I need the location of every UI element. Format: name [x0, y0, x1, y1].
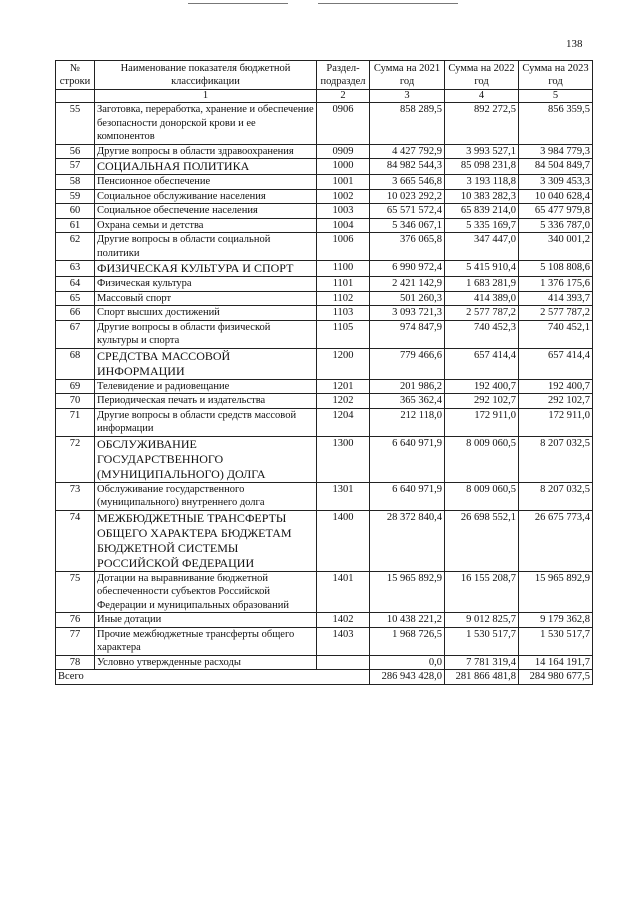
row-amount-2023: 8 207 032,5	[519, 436, 593, 482]
row-code: 1002	[317, 189, 370, 204]
row-name: Прочие межбюджетные трансферты общего характера	[95, 627, 317, 655]
row-amount-2023: 26 675 773,4	[519, 510, 593, 571]
row-number: 57	[56, 159, 95, 175]
row-amount-2023: 5 336 787,0	[519, 218, 593, 233]
row-code: 1400	[317, 510, 370, 571]
row-name: Телевидение и радиовещание	[95, 379, 317, 394]
row-name: Другие вопросы в области средств массовой информации	[95, 408, 317, 436]
colnum-4: 4	[445, 90, 519, 103]
row-amount-2023: 192 400,7	[519, 379, 593, 394]
colnum-1: 1	[95, 90, 317, 103]
row-amount-2023: 3 309 453,3	[519, 175, 593, 190]
row-amount-2021: 84 982 544,3	[370, 159, 445, 175]
budget-table	[55, 60, 593, 685]
row-number: 74	[56, 510, 95, 571]
table-row	[56, 320, 593, 348]
row-amount-2023: 657 414,4	[519, 348, 593, 379]
table-row	[56, 218, 593, 233]
row-code	[317, 655, 370, 670]
row-amount-2021: 858 289,5	[370, 103, 445, 145]
row-amount-2023: 8 207 032,5	[519, 482, 593, 510]
row-name: Социальное обеспечение населения	[95, 204, 317, 219]
total-2023: 284 980 677,5	[519, 670, 593, 685]
row-name: ФИЗИЧЕСКАЯ КУЛЬТУРА И СПОРТ	[95, 261, 317, 277]
row-name: Пенсионное обеспечение	[95, 175, 317, 190]
row-code: 1003	[317, 204, 370, 219]
row-amount-2021: 501 260,3	[370, 291, 445, 306]
row-amount-2021: 4 427 792,9	[370, 144, 445, 159]
row-amount-2022: 892 272,5	[445, 103, 519, 145]
table-row	[56, 103, 593, 145]
row-code: 1401	[317, 571, 370, 613]
row-amount-2021: 2 421 142,9	[370, 277, 445, 292]
row-name: Заготовка, переработка, хранение и обеспечение безопасности донорской крови и ее компонентов	[95, 103, 317, 145]
row-amount-2021: 3 665 546,8	[370, 175, 445, 190]
row-amount-2021: 10 438 221,2	[370, 613, 445, 628]
table-row	[56, 291, 593, 306]
row-amount-2022: 8 009 060,5	[445, 482, 519, 510]
row-amount-2021: 779 466,6	[370, 348, 445, 379]
row-number: 55	[56, 103, 95, 145]
row-name: Другие вопросы в области физической культуры и спорта	[95, 320, 317, 348]
row-amount-2022: 657 414,4	[445, 348, 519, 379]
row-code: 1201	[317, 379, 370, 394]
row-number: 64	[56, 277, 95, 292]
row-amount-2021: 974 847,9	[370, 320, 445, 348]
row-amount-2022: 7 781 319,4	[445, 655, 519, 670]
row-amount-2022: 16 155 208,7	[445, 571, 519, 613]
row-code: 1100	[317, 261, 370, 277]
table-row	[56, 482, 593, 510]
row-amount-2021: 3 093 721,3	[370, 306, 445, 321]
row-name: Обслуживание государственного (муниципального) внутреннего долга	[95, 482, 317, 510]
row-amount-2022: 3 193 118,8	[445, 175, 519, 190]
row-number: 71	[56, 408, 95, 436]
colnum-5: 5	[519, 90, 593, 103]
header-2022: Сумма на 2022 год	[445, 61, 519, 90]
row-code: 1301	[317, 482, 370, 510]
row-amount-2022: 1 683 281,9	[445, 277, 519, 292]
row-code: 1402	[317, 613, 370, 628]
row-amount-2022: 5 335 169,7	[445, 218, 519, 233]
total-2022: 281 866 481,8	[445, 670, 519, 685]
row-number: 66	[56, 306, 95, 321]
table-row	[56, 627, 593, 655]
total-label: Всего	[56, 670, 370, 685]
row-number: 59	[56, 189, 95, 204]
row-number: 68	[56, 348, 95, 379]
table-row	[56, 159, 593, 175]
row-amount-2023: 9 179 362,8	[519, 613, 593, 628]
row-name: Условно утвержденные расходы	[95, 655, 317, 670]
table-row	[56, 655, 593, 670]
row-amount-2023: 1 376 175,6	[519, 277, 593, 292]
row-number: 72	[56, 436, 95, 482]
table-row	[56, 348, 593, 379]
total-2021: 286 943 428,0	[370, 670, 445, 685]
row-name: Другие вопросы в области социальной политики	[95, 233, 317, 261]
row-amount-2022: 5 415 910,4	[445, 261, 519, 277]
row-name: ОБСЛУЖИВАНИЕ ГОСУДАРСТВЕННОГО (МУНИЦИПАЛЬНОГО) ДОЛГА	[95, 436, 317, 482]
row-name: Спорт высших достижений	[95, 306, 317, 321]
table-row	[56, 189, 593, 204]
row-number: 62	[56, 233, 95, 261]
header-row	[56, 61, 593, 90]
row-amount-2023: 340 001,2	[519, 233, 593, 261]
top-rule-left	[188, 3, 288, 4]
row-amount-2022: 85 098 231,8	[445, 159, 519, 175]
top-rule-right	[318, 3, 458, 4]
row-number: 61	[56, 218, 95, 233]
row-amount-2023: 740 452,1	[519, 320, 593, 348]
row-amount-2023: 1 530 517,7	[519, 627, 593, 655]
row-amount-2021: 365 362,4	[370, 394, 445, 409]
row-code: 1204	[317, 408, 370, 436]
row-amount-2022: 26 698 552,1	[445, 510, 519, 571]
row-code: 0906	[317, 103, 370, 145]
row-amount-2022: 3 993 527,1	[445, 144, 519, 159]
table-row	[56, 261, 593, 277]
row-number: 73	[56, 482, 95, 510]
row-number: 78	[56, 655, 95, 670]
row-amount-2022: 740 452,3	[445, 320, 519, 348]
row-number: 77	[56, 627, 95, 655]
header-code: Раздел-подраздел	[317, 61, 370, 90]
header-2023: Сумма на 2023 год	[519, 61, 593, 90]
row-amount-2022: 10 383 282,3	[445, 189, 519, 204]
row-amount-2023: 414 393,7	[519, 291, 593, 306]
row-amount-2021: 201 986,2	[370, 379, 445, 394]
table-row	[56, 306, 593, 321]
colnum-2: 2	[317, 90, 370, 103]
table-row	[56, 175, 593, 190]
row-number: 75	[56, 571, 95, 613]
table-row	[56, 144, 593, 159]
colnum-3: 3	[370, 90, 445, 103]
colnum-blank	[56, 90, 95, 103]
row-code: 1103	[317, 306, 370, 321]
row-amount-2021: 1 968 726,5	[370, 627, 445, 655]
row-code: 1300	[317, 436, 370, 482]
row-code: 1200	[317, 348, 370, 379]
row-code: 1105	[317, 320, 370, 348]
row-amount-2023: 292 102,7	[519, 394, 593, 409]
column-number-row	[56, 90, 593, 103]
row-amount-2023: 856 359,5	[519, 103, 593, 145]
row-amount-2022: 1 530 517,7	[445, 627, 519, 655]
row-number: 58	[56, 175, 95, 190]
row-amount-2022: 347 447,0	[445, 233, 519, 261]
row-amount-2022: 192 400,7	[445, 379, 519, 394]
row-code: 1101	[317, 277, 370, 292]
header-2021: Сумма на 2021 год	[370, 61, 445, 90]
row-amount-2023: 5 108 808,6	[519, 261, 593, 277]
row-amount-2021: 6 640 971,9	[370, 436, 445, 482]
row-number: 56	[56, 144, 95, 159]
row-number: 70	[56, 394, 95, 409]
total-row	[56, 670, 593, 685]
row-amount-2022: 9 012 825,7	[445, 613, 519, 628]
row-name: Другие вопросы в области здравоохранения	[95, 144, 317, 159]
row-amount-2023: 10 040 628,4	[519, 189, 593, 204]
table-row	[56, 613, 593, 628]
row-amount-2023: 2 577 787,2	[519, 306, 593, 321]
row-amount-2021: 376 065,8	[370, 233, 445, 261]
row-number: 76	[56, 613, 95, 628]
row-amount-2023: 172 911,0	[519, 408, 593, 436]
row-amount-2021: 15 965 892,9	[370, 571, 445, 613]
row-amount-2021: 212 118,0	[370, 408, 445, 436]
row-amount-2023: 84 504 849,7	[519, 159, 593, 175]
header-name: Наименование показателя бюджетной классификации	[95, 61, 317, 90]
row-name: Массовый спорт	[95, 291, 317, 306]
row-amount-2021: 65 571 572,4	[370, 204, 445, 219]
row-name: Иные дотации	[95, 613, 317, 628]
row-amount-2021: 10 023 292,2	[370, 189, 445, 204]
row-amount-2021: 6 640 971,9	[370, 482, 445, 510]
row-amount-2023: 15 965 892,9	[519, 571, 593, 613]
table-row	[56, 204, 593, 219]
row-number: 63	[56, 261, 95, 277]
table-row	[56, 436, 593, 482]
row-name: Физическая культура	[95, 277, 317, 292]
row-amount-2023: 14 164 191,7	[519, 655, 593, 670]
row-amount-2022: 8 009 060,5	[445, 436, 519, 482]
row-amount-2022: 292 102,7	[445, 394, 519, 409]
row-code: 0909	[317, 144, 370, 159]
page-number: 138	[566, 38, 583, 50]
row-amount-2021: 0,0	[370, 655, 445, 670]
row-number: 65	[56, 291, 95, 306]
row-number: 67	[56, 320, 95, 348]
table-row	[56, 379, 593, 394]
row-amount-2023: 65 477 979,8	[519, 204, 593, 219]
row-code: 1202	[317, 394, 370, 409]
row-amount-2022: 172 911,0	[445, 408, 519, 436]
table-row	[56, 571, 593, 613]
row-name: Социальное обслуживание населения	[95, 189, 317, 204]
row-code: 1004	[317, 218, 370, 233]
row-name: МЕЖБЮДЖЕТНЫЕ ТРАНСФЕРТЫ ОБЩЕГО ХАРАКТЕРА БЮДЖЕТАМ БЮДЖЕТНОЙ СИСТЕМЫ РОССИЙСКОЙ ФЕДЕРАЦИИ	[95, 510, 317, 571]
row-code: 1403	[317, 627, 370, 655]
row-amount-2021: 5 346 067,1	[370, 218, 445, 233]
table-row	[56, 394, 593, 409]
table-row	[56, 408, 593, 436]
table-row	[56, 510, 593, 571]
row-amount-2021: 28 372 840,4	[370, 510, 445, 571]
row-amount-2021: 6 990 972,4	[370, 261, 445, 277]
row-amount-2022: 2 577 787,2	[445, 306, 519, 321]
row-name: Периодическая печать и издательства	[95, 394, 317, 409]
row-number: 69	[56, 379, 95, 394]
row-code: 1000	[317, 159, 370, 175]
row-name: СОЦИАЛЬНАЯ ПОЛИТИКА	[95, 159, 317, 175]
row-name: СРЕДСТВА МАССОВОЙ ИНФОРМАЦИИ	[95, 348, 317, 379]
row-code: 1102	[317, 291, 370, 306]
row-name: Охрана семьи и детства	[95, 218, 317, 233]
table-row	[56, 233, 593, 261]
table-body	[56, 90, 593, 670]
row-code: 1006	[317, 233, 370, 261]
row-number: 60	[56, 204, 95, 219]
row-name: Дотации на выравнивание бюджетной обеспеченности субъектов Российской Федерации и муниципальных образований	[95, 571, 317, 613]
row-amount-2022: 65 839 214,0	[445, 204, 519, 219]
row-amount-2023: 3 984 779,3	[519, 144, 593, 159]
header-num: № строки	[56, 61, 95, 90]
row-code: 1001	[317, 175, 370, 190]
table-row	[56, 277, 593, 292]
row-amount-2022: 414 389,0	[445, 291, 519, 306]
